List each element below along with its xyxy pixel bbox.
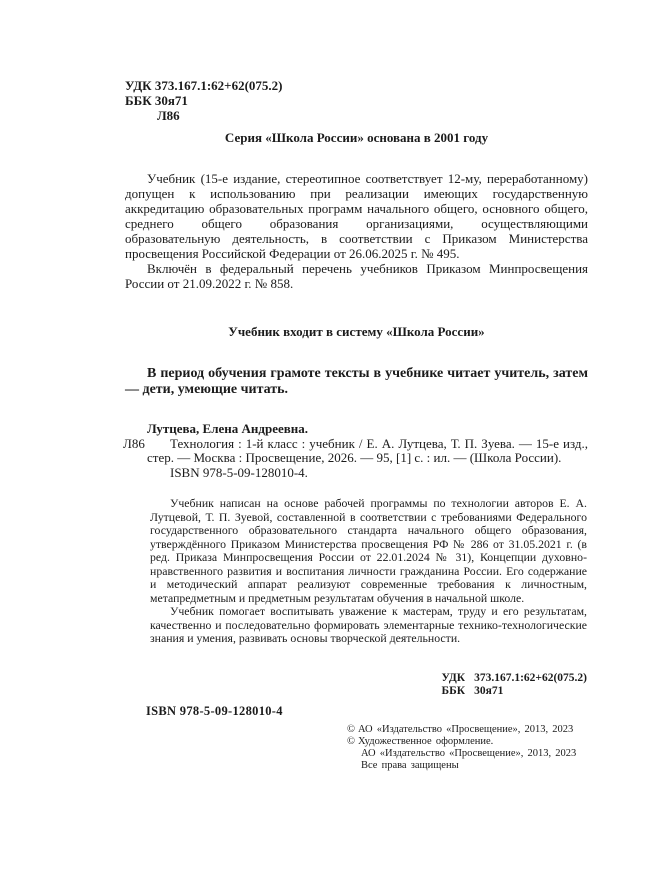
approval-paragraph-2: Включён в федеральный перечень учебников Приказом Минпросвещения России от 21.09.2022 г. № 858. bbox=[125, 261, 588, 291]
approval-paragraph-1: Учебник (15-е издание, стереотипное соответствует 12-му, переработанному) допущен к использованию при реализации имеющих государственную аккредитацию образовательных программ начального общего, основного общего, среднего общего образования организациями, осуществляющими образовательную деятельность, в соответствии с Приказом Министерства просвещения Российской Федерации от 26.06.2025 г. № 495. bbox=[125, 171, 588, 261]
copyright-publisher-1: АО «Издательство «Просвещение», 2013, 2023 bbox=[358, 724, 574, 735]
bibliographic-entry bbox=[125, 422, 588, 480]
copyright-icon: © bbox=[347, 724, 355, 735]
udk-code-bottom bbox=[442, 672, 587, 685]
bib-isbn: ISBN 978-5-09-128010-4. bbox=[170, 464, 308, 480]
copyright-line-2 bbox=[347, 736, 576, 748]
bib-entry-body bbox=[125, 437, 588, 466]
classification-codes-bottom bbox=[442, 672, 587, 698]
copyright-line-1 bbox=[347, 724, 576, 736]
series-note: Серия «Школа России» основана в 2001 году bbox=[224, 130, 489, 145]
annotation-paragraph-2: Учебник помогает воспитывать уважение к мастерам, труду и его результатам, качественно и последовательно формировать элементарные технико-технологические знания и умения, развивать основы творческой деятельности. bbox=[150, 604, 587, 645]
bib-author: Лутцева, Елена Андреевна. bbox=[147, 421, 308, 436]
reading-note: В период обучения грамоте тексты в учебнике читает учитель, затем — дети, умеющие читать. bbox=[125, 366, 588, 397]
bib-description: Технология : 1-й класс : учебник / Е. А. Лутцева, Т. П. Зуева. — 15-е изд., стер. — Москва : Просвещение, 2026. — 95, [1] с. : ил. — (Школа России). bbox=[147, 435, 588, 465]
bbk-value: 30я71 bbox=[474, 685, 504, 697]
system-note: Учебник входит в систему «Школа России» bbox=[228, 324, 485, 339]
bbk-code: ББК 30я71 bbox=[125, 93, 188, 108]
annotation-paragraph-1: Учебник написан на основе рабочей программы по технологии авторов Е. А. Лутцевой, Т. П. Зуевой, составленной в соответствии с требованиями Федерального государственного образовательного стандарта начального общего образования, утверждённого Приказом Министерства просвещения РФ № 286 от 31.05.2021 г. (в ред. Приказа Минпросвещения России от 22.01.2024 № 31), Концепции духовно-нравственного развития и воспитания личности гражданина России. Его содержание и методический аппарат реализуют современные требования к личностным, метапредметным и предметным результатам обучения в начальной школе. bbox=[150, 496, 587, 605]
copyright-line-4: Все права защищены bbox=[361, 760, 459, 771]
udk-value: 373.167.1:62+62(075.2) bbox=[474, 672, 587, 684]
approval-block bbox=[125, 171, 588, 291]
copyright-art: Художественное оформление. bbox=[358, 736, 494, 747]
bib-author-sign: Л86 bbox=[123, 435, 145, 451]
copyright-icon: © bbox=[347, 736, 355, 747]
bbk-label: ББК bbox=[441, 685, 466, 697]
annotation-block bbox=[150, 497, 587, 646]
classification-codes-top bbox=[125, 78, 283, 123]
author-sign: Л86 bbox=[157, 108, 180, 123]
copyright-line-3: АО «Издательство «Просвещение», 2013, 2023 bbox=[361, 748, 577, 759]
copyright-block bbox=[347, 724, 576, 772]
udk-label: УДК bbox=[441, 672, 466, 684]
isbn-footer: ISBN 978-5-09-128010-4 bbox=[146, 704, 283, 718]
bbk-code-bottom bbox=[442, 685, 587, 698]
udk-code: УДК 373.167.1:62+62(075.2) bbox=[125, 78, 283, 93]
